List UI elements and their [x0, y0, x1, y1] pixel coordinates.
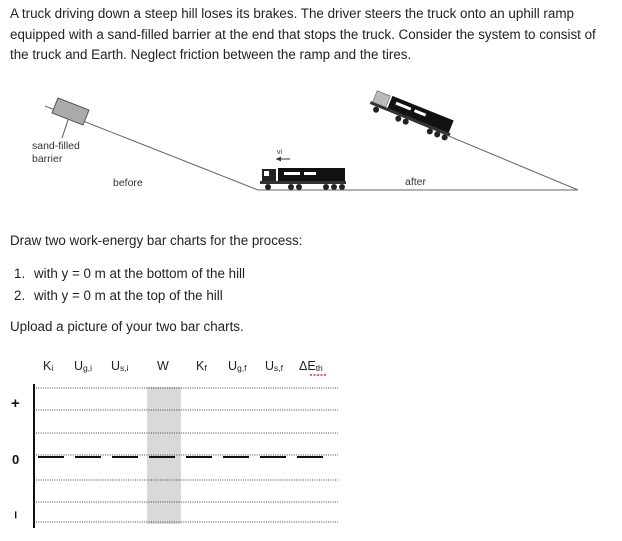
work-energy-bar-chart: [0, 350, 622, 541]
before-label: before: [113, 177, 143, 189]
plus-label: +: [11, 395, 20, 412]
barrier-pointer: [62, 120, 68, 138]
upload-instruction: Upload a picture of your two bar charts.: [10, 319, 244, 334]
zero-label: 0: [12, 452, 20, 467]
barrier-label-line1: sand-filled: [32, 140, 80, 152]
instruction-text: Draw two work-energy bar charts for the process:: [10, 233, 303, 248]
header-ugi: Ug,i: [74, 359, 93, 373]
header-usi: Us,i: [111, 359, 129, 373]
list-item-number: 2.: [14, 288, 26, 303]
w-column-shade: [147, 387, 181, 524]
header-deth: ΔEth: [299, 359, 323, 373]
truck-ramp-figure: [0, 88, 622, 198]
velocity-label: vi: [277, 149, 283, 156]
sand-barrier: [52, 98, 89, 125]
header-ugf: Ug,f: [228, 359, 247, 373]
after-label: after: [405, 176, 427, 188]
minus-label: –: [9, 511, 25, 519]
header-usf: Us,f: [265, 359, 284, 373]
header-ki: Ki: [43, 359, 54, 373]
list-item-text: with y = 0 m at the top of the hill: [34, 288, 223, 303]
list-item-text: with y = 0 m at the bottom of the hill: [34, 266, 246, 281]
instruction-list: [14, 263, 245, 307]
list-item: [14, 263, 245, 285]
header-kf: Kf: [196, 359, 207, 373]
barrier-label-line2: barrier: [32, 153, 63, 165]
list-item: [14, 285, 245, 307]
header-w: W: [157, 359, 169, 373]
problem-statement: A truck driving down a steep hill loses its brakes. The driver steers the truck onto an uphill ramp equipped with a sand-filled barrier at the end that stops the truck. Consider the system to consist of the truck and Earth. Neglect friction between the ramp and the tires.: [10, 6, 596, 62]
list-item-number: 1.: [14, 266, 26, 281]
truck-before: [260, 168, 346, 190]
